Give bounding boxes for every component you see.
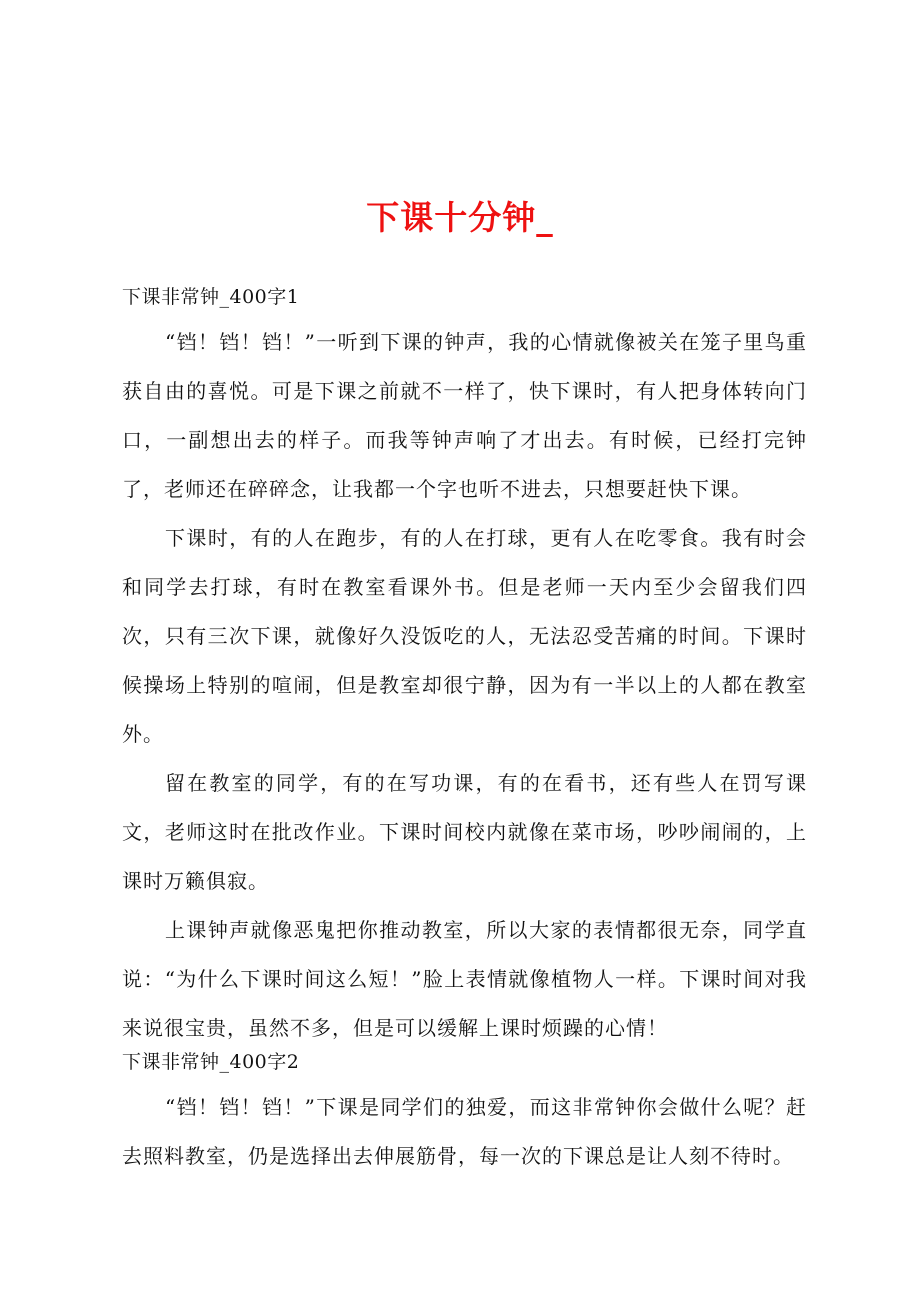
document-title: 下课十分钟_: [366, 198, 554, 237]
section-heading-1: 下课非常钟_400字1: [122, 286, 300, 308]
paragraph-1-1: “铛！铛！铛！”一听到下课的钟声，我的心情就像被关在笼子里鸟重获自由的喜悦。可是下课之前就不一样了，快下课时，有人把身体转向门口，一副想出去的样子。而我等钟声响了才出去。有时候，已经打完钟了，老师还在碎碎念，让我都一个字也听不进去，只想要赶快下课。: [122, 330, 807, 501]
paragraph-1-3: 留在教室的同学，有的在写功课，有的在看书，还有些人在罚写课文，老师这时在批改作业。下课时间校内就像在菜市场，吵吵闹闹的，上课时万籁俱寂。: [122, 771, 807, 893]
document-body: [122, 280, 807, 1181]
paragraph-1-4: 上课钟声就像恶鬼把你推动教室，所以大家的表情都很无奈，同学直说：“为什么下课时间这么短！”脸上表情就像植物人一样。下课时间对我来说很宝贵，虽然不多，但是可以缓解上课时烦躁的心情！: [122, 918, 807, 1040]
section-heading-2: 下课非常钟_400字2: [122, 1051, 300, 1073]
paragraph-2-1: “铛！铛！铛！”下课是同学们的独爱，而这非常钟你会做什么呢？赶去照料教室，仍是选择出去伸展筋骨，每一次的下课总是让人刻不待时。: [122, 1095, 807, 1168]
paragraph-1-2: 下课时，有的人在跑步，有的人在打球，更有人在吃零食。我有时会和同学去打球，有时在教室看课外书。但是老师一天内至少会留我们四次，只有三次下课，就像好久没饭吃的人，无法忍受苦痛的时间。下课时候操场上特别的喧闹，但是教室却很宁静，因为有一半以上的人都在教室外。: [122, 526, 807, 746]
